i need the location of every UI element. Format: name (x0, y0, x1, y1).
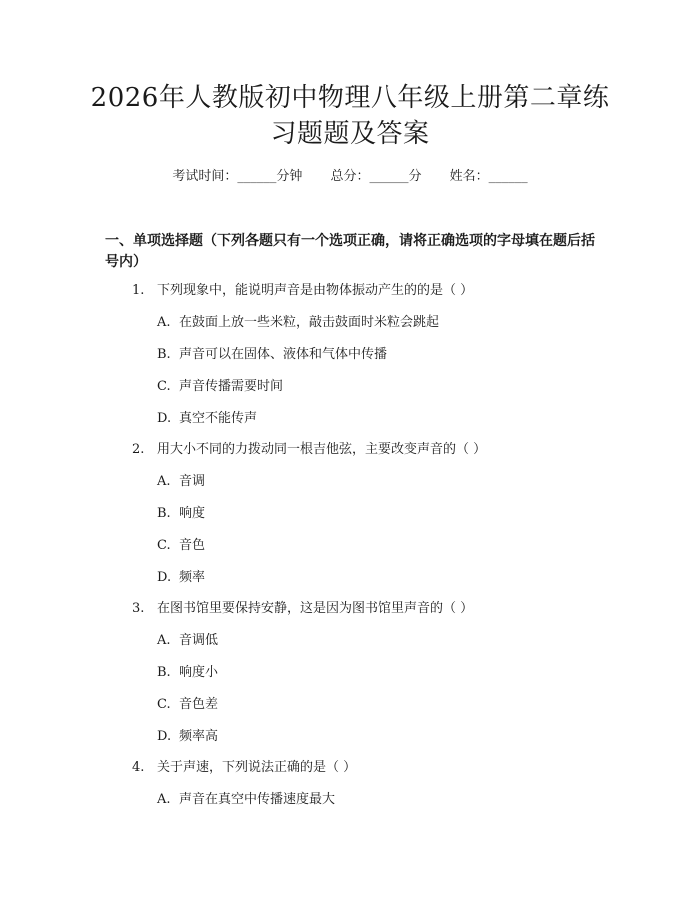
question-text: 在图书馆里要保持安静，这是因为图书馆里声音的（ ） (157, 601, 474, 616)
option-letter: C. (157, 538, 171, 553)
option-3b (157, 664, 607, 682)
option-1d (157, 410, 607, 428)
question-number: 1. (132, 283, 145, 298)
option-letter: A. (157, 474, 171, 489)
option-2b (157, 505, 607, 523)
option-2c (157, 537, 607, 555)
option-letter: B. (157, 506, 171, 521)
name-field: 姓名：______ (449, 169, 528, 184)
question-number: 2. (132, 442, 145, 457)
document-title (60, 80, 640, 152)
question-3 (132, 600, 612, 618)
option-letter: C. (157, 379, 171, 394)
option-text: 音调低 (179, 633, 219, 648)
option-letter: A. (157, 633, 171, 648)
question-number: 3. (132, 601, 145, 616)
question-number: 4. (132, 760, 145, 775)
option-text: 音色 (179, 538, 206, 553)
option-3a (157, 632, 607, 650)
question-2 (132, 441, 612, 459)
option-letter: D. (157, 411, 172, 426)
title-line-1: 2026年人教版初中物理八年级上册第二章练 (90, 83, 610, 113)
option-text: 声音传播需要时间 (179, 379, 284, 394)
question-text: 关于声速，下列说法正确的是（ ） (157, 760, 357, 775)
option-text: 响度 (179, 506, 206, 521)
option-3d (157, 728, 607, 746)
option-3c (157, 696, 607, 714)
option-1c (157, 378, 607, 396)
option-letter: B. (157, 347, 171, 362)
section-title-line-2: 号内） (105, 254, 147, 270)
option-2a (157, 473, 607, 491)
option-4a (157, 791, 607, 809)
title-line-2: 习题题及答案 (270, 119, 430, 149)
section-title-line-1: 一、单项选择题（下列各题只有一个选项正确，请将正确选项的字母填在题后括 (105, 233, 595, 249)
exam-time-field: 考试时间：______分钟 (172, 169, 303, 184)
option-text: 声音在真空中传播速度最大 (179, 792, 336, 807)
question-4 (132, 759, 612, 777)
option-1a (157, 314, 607, 332)
option-1b (157, 346, 607, 364)
question-text: 下列现象中，能说明声音是由物体振动产生的的是（ ） (157, 283, 474, 298)
option-2d (157, 569, 607, 587)
option-text: 响度小 (179, 665, 219, 680)
option-letter: A. (157, 792, 171, 807)
question-1 (132, 282, 612, 300)
option-letter: D. (157, 729, 172, 744)
option-letter: D. (157, 570, 172, 585)
option-text: 频率高 (179, 729, 219, 744)
total-score-field: 总分：______分 (330, 169, 422, 184)
option-letter: C. (157, 697, 171, 712)
option-text: 声音可以在固体、液体和气体中传播 (179, 347, 388, 362)
section-title (105, 231, 595, 273)
option-text: 音调 (179, 474, 206, 489)
exam-meta (0, 168, 700, 186)
option-letter: B. (157, 665, 171, 680)
question-text: 用大小不同的力拨动同一根吉他弦，主要改变声音的（ ） (157, 442, 487, 457)
option-text: 频率 (179, 570, 206, 585)
option-letter: A. (157, 315, 171, 330)
option-text: 在鼓面上放一些米粒，敲击鼓面时米粒会跳起 (179, 315, 440, 330)
option-text: 真空不能传声 (179, 411, 258, 426)
option-text: 音色差 (179, 697, 219, 712)
